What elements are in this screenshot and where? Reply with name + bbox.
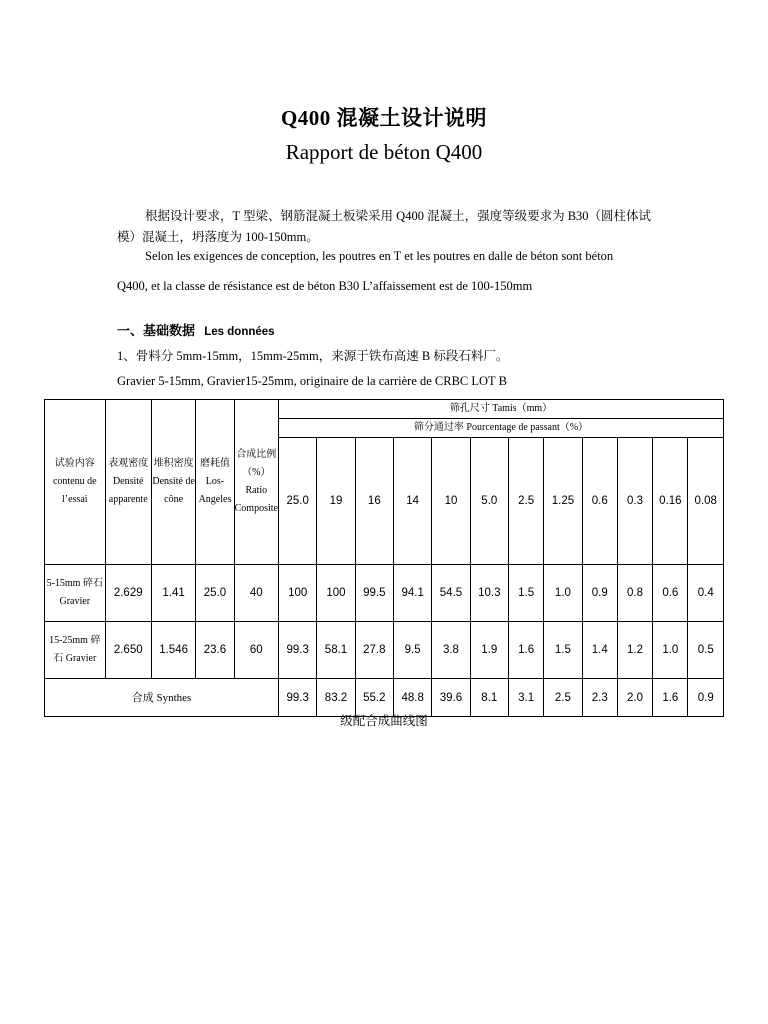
passing-value: 0.9 (582, 565, 617, 622)
synthesis-value: 39.6 (432, 679, 470, 717)
los-angeles-value: 25.0 (196, 565, 234, 622)
sieve-size: 0.16 (653, 438, 688, 565)
passing-value: 1.9 (470, 622, 508, 679)
passing-value: 99.3 (279, 622, 317, 679)
header-sieve-size: 筛孔尺寸 Tamis（mm） (279, 400, 724, 419)
header-ratio: 合成比例（%）Ratio Composite (234, 400, 278, 565)
passing-value: 99.5 (355, 565, 393, 622)
density-value: 2.629 (105, 565, 151, 622)
passing-value: 1.0 (653, 622, 688, 679)
passing-value: 27.8 (355, 622, 393, 679)
header-density: 表观密度 Densité apparente (105, 400, 151, 565)
intro-paragraph-french-line1: Selon les exigences de conception, les poutres en T et les poutres en dalle de béton sont béton (145, 249, 614, 263)
bulk-density-value: 1.546 (151, 622, 195, 679)
table-header-row (45, 400, 724, 419)
passing-value: 100 (279, 565, 317, 622)
synthesis-value: 2.5 (544, 679, 582, 717)
table-row (45, 622, 724, 679)
passing-value: 100 (317, 565, 355, 622)
synthesis-value: 3.1 (508, 679, 543, 717)
ratio-value: 60 (234, 622, 278, 679)
sieve-size: 0.08 (688, 438, 724, 565)
synthesis-value: 0.9 (688, 679, 724, 717)
intro-paragraph-french-line2: Q400, et la classe de résistance est de béton B30 L’affaissement est de 100-150mm (117, 279, 533, 293)
passing-value: 1.5 (508, 565, 543, 622)
intro-paragraph-chinese: 根据设计要求，T 型梁、钢筋混凝土板梁采用 Q400 混凝土，强度等级要求为 B30（圆柱体试模）混凝土，坍落度为 100-150mm。 (117, 209, 652, 244)
sieve-size: 5.0 (470, 438, 508, 565)
synthesis-value: 2.3 (582, 679, 617, 717)
synthesis-label: 合成 Synthes (45, 679, 279, 717)
synthesis-value: 99.3 (279, 679, 317, 717)
table-row (45, 565, 724, 622)
synthesis-value: 55.2 (355, 679, 393, 717)
synthesis-value: 1.6 (653, 679, 688, 717)
row-label: 15-25mm 碎石 Gravier (45, 622, 106, 679)
header-los-angeles: 磨耗值 Los-Angeles (196, 400, 234, 565)
sieve-size: 25.0 (279, 438, 317, 565)
passing-value: 54.5 (432, 565, 470, 622)
section-heading-french: Les données (204, 326, 275, 338)
passing-value: 0.8 (617, 565, 652, 622)
passing-value: 0.4 (688, 565, 724, 622)
sieve-size: 10 (432, 438, 470, 565)
figure-caption: 级配合成曲线图 (340, 714, 428, 728)
passing-value: 1.5 (544, 622, 582, 679)
aggregate-description-chinese: 1、骨料分 5mm-15mm，15mm-25mm，来源于铁布高速 B 标段石料厂。 (117, 349, 509, 363)
aggregate-description-french: Gravier 5-15mm, Gravier15-25mm, originaire de la carrière de CRBC LOT B (117, 374, 507, 388)
section-heading (117, 320, 275, 339)
passing-value: 0.5 (688, 622, 724, 679)
passing-value: 3.8 (432, 622, 470, 679)
passing-value: 58.1 (317, 622, 355, 679)
passing-value: 94.1 (393, 565, 431, 622)
header-passing-percentage: 筛分通过率 Pourcentage de passant（%） (279, 419, 724, 438)
header-content: 试验内容 contenu de l’essai (45, 400, 106, 565)
row-label: 5-15mm 碎石 Gravier (45, 565, 106, 622)
sieve-size: 14 (393, 438, 431, 565)
los-angeles-value: 23.6 (196, 622, 234, 679)
sieve-size: 16 (355, 438, 393, 565)
passing-value: 1.0 (544, 565, 582, 622)
sieve-size: 19 (317, 438, 355, 565)
synthesis-value: 83.2 (317, 679, 355, 717)
passing-value: 10.3 (470, 565, 508, 622)
sieve-size: 0.6 (582, 438, 617, 565)
passing-value: 1.6 (508, 622, 543, 679)
sieve-size: 2.5 (508, 438, 543, 565)
synthesis-value: 8.1 (470, 679, 508, 717)
density-value: 2.650 (105, 622, 151, 679)
ratio-value: 40 (234, 565, 278, 622)
passing-value: 1.4 (582, 622, 617, 679)
passing-value: 1.2 (617, 622, 652, 679)
passing-value: 0.6 (653, 565, 688, 622)
section-heading-chinese: 一、基础数据 (117, 323, 196, 338)
sieve-size: 0.3 (617, 438, 652, 565)
synthesis-value: 48.8 (393, 679, 431, 717)
page-title-french: Rapport de béton Q400 (285, 140, 483, 164)
header-bulk-density: 堆积密度 Densité de cône (151, 400, 195, 565)
bulk-density-value: 1.41 (151, 565, 195, 622)
passing-value: 9.5 (393, 622, 431, 679)
gradation-table (44, 399, 724, 717)
synthesis-value: 2.0 (617, 679, 652, 717)
page-title-chinese: Q400 混凝土设计说明 (280, 106, 488, 130)
sieve-size: 1.25 (544, 438, 582, 565)
